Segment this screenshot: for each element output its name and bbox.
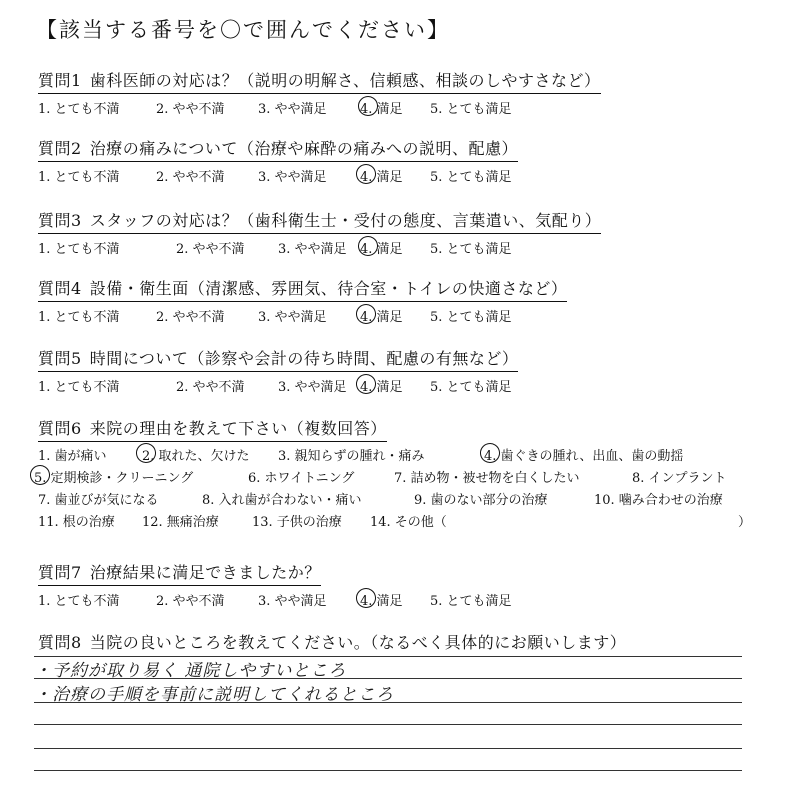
question-text: 治療結果に満足できましたか？	[89, 563, 321, 582]
question-text: 治療の痛みについて（治療や麻酔の痛みへの説明、配慮）	[89, 139, 519, 158]
question-3	[38, 208, 778, 256]
option-2[interactable]: 2. やや不満	[156, 594, 225, 609]
q6-option-11[interactable]: 9. 歯のない部分の治療	[414, 493, 548, 508]
option-2[interactable]: 2. やや不満	[156, 310, 225, 325]
options-row-3	[38, 486, 778, 508]
options-row	[38, 590, 778, 608]
q6-option-13[interactable]: 11. 根の治療	[38, 515, 115, 530]
option-5[interactable]: 5. とても満足	[430, 380, 512, 395]
options-row-2	[34, 464, 778, 486]
question-number: 質問2	[38, 139, 82, 158]
option-1[interactable]: 1. とても不満	[38, 310, 120, 325]
answer-line	[34, 656, 742, 657]
q6-option-6[interactable]: 6. ホワイトニング	[248, 471, 355, 486]
question-7	[38, 560, 778, 608]
q6-option-10[interactable]: 8. 入れ歯が合わない・痛い	[202, 493, 362, 508]
option-5[interactable]: 5. とても満足	[430, 310, 512, 325]
option-5[interactable]: 5. とても満足	[430, 170, 512, 185]
question-number: 質問6	[38, 419, 82, 438]
option-1[interactable]: 1. とても不満	[38, 170, 120, 185]
q6-option-16[interactable]: 14. その他（	[370, 515, 447, 530]
question-title	[38, 68, 601, 94]
question-number: 質問8	[38, 633, 82, 652]
answer-line	[34, 770, 742, 771]
options-row	[38, 238, 778, 256]
question-title	[38, 346, 518, 372]
option-3[interactable]: 3. やや満足	[278, 380, 347, 395]
option-5[interactable]: 5. とても満足	[430, 102, 512, 117]
question-text: 当院の良いところを教えてください。（なるべく具体的にお願いします）	[89, 633, 627, 652]
q6-option-7[interactable]: 7. 詰め物・被せ物を白くしたい	[394, 471, 580, 486]
option-5[interactable]: 5. とても満足	[430, 242, 512, 257]
question-6	[34, 416, 778, 530]
question-number: 質問4	[38, 279, 82, 298]
answer-line	[34, 702, 742, 703]
options-row	[38, 376, 778, 394]
q6-other-close: ）	[738, 515, 752, 530]
option-1[interactable]: 1. とても不満	[38, 380, 120, 395]
question-number: 質問5	[38, 349, 82, 368]
question-title	[38, 416, 387, 442]
q6-option-2[interactable]: 2. 取れた、欠けた	[142, 449, 250, 464]
q6-option-1[interactable]: 1. 歯が痛い	[38, 449, 107, 464]
option-5[interactable]: 5. とても満足	[430, 594, 512, 609]
question-text: 来院の理由を教えて下さい（複数回答）	[89, 419, 387, 438]
options-row	[38, 306, 778, 324]
answer-line	[34, 724, 742, 725]
question-title	[38, 560, 321, 586]
options-row	[38, 166, 778, 184]
option-2[interactable]: 2. やや不満	[176, 380, 245, 395]
option-3[interactable]: 3. やや満足	[258, 102, 327, 117]
option-3[interactable]: 3. やや満足	[258, 594, 327, 609]
option-2[interactable]: 2. やや不満	[156, 170, 225, 185]
question-title	[38, 136, 518, 162]
question-title	[38, 630, 778, 653]
question-title	[38, 276, 567, 302]
option-3[interactable]: 3. やや満足	[278, 242, 347, 257]
options-row-1	[38, 442, 778, 464]
option-3[interactable]: 3. やや満足	[258, 170, 327, 185]
q6-option-5[interactable]: 5. 定期検診・クリーニング	[34, 471, 194, 486]
q6-option-3[interactable]: 3. 親知らずの腫れ・痛み	[278, 449, 425, 464]
option-3[interactable]: 3. やや満足	[258, 310, 327, 325]
option-4[interactable]: 4. 満足	[360, 242, 403, 257]
q6-option-15[interactable]: 13. 子供の治療	[252, 515, 342, 530]
q6-option-9[interactable]: 7. 歯並びが気になる	[38, 493, 159, 508]
question-text: 時間について（診察や会計の待ち時間、配慮の有無など）	[89, 349, 519, 368]
option-4[interactable]: 4. 満足	[360, 380, 403, 395]
question-1	[38, 68, 778, 116]
q6-option-8[interactable]: 8. インプラント	[632, 471, 727, 486]
question-5	[38, 346, 778, 394]
options-row	[38, 98, 778, 116]
option-2[interactable]: 2. やや不満	[176, 242, 245, 257]
answer-line	[34, 748, 742, 749]
option-1[interactable]: 1. とても不満	[38, 242, 120, 257]
option-1[interactable]: 1. とても不満	[38, 102, 120, 117]
q6-option-12[interactable]: 10. 噛み合わせの治療	[594, 493, 723, 508]
question-text: スタッフの対応は？（歯科衛生士・受付の態度、言葉遣い、気配り）	[89, 211, 602, 230]
question-number: 質問3	[38, 211, 82, 230]
q6-option-14[interactable]: 12. 無痛治療	[142, 515, 219, 530]
question-4	[38, 276, 778, 324]
question-8	[38, 630, 778, 653]
question-2	[38, 136, 778, 184]
question-number: 質問7	[38, 563, 82, 582]
option-2[interactable]: 2. やや不満	[156, 102, 225, 117]
question-number: 質問1	[38, 71, 82, 90]
option-4[interactable]: 4. 満足	[360, 594, 403, 609]
question-text: 歯科医師の対応は？（説明の明解さ、信頼感、相談のしやすさなど）	[89, 71, 601, 90]
q6-option-4[interactable]: 4. 歯ぐきの腫れ、出血、歯の動揺	[484, 449, 684, 464]
handwritten-answer-2: ・治療の手順を事前に説明してくれるところ	[34, 685, 394, 705]
handwritten-answer-1: ・予約が取り易く 通院しやすいところ	[34, 661, 347, 681]
option-4[interactable]: 4. 満足	[360, 102, 403, 117]
option-4[interactable]: 4. 満足	[360, 310, 403, 325]
option-4[interactable]: 4. 満足	[360, 170, 403, 185]
option-1[interactable]: 1. とても不満	[38, 594, 120, 609]
answer-line	[34, 678, 742, 679]
question-text: 設備・衛生面（清潔感、雰囲気、待合室・トイレの快適さなど）	[89, 279, 568, 298]
question-title	[38, 208, 601, 234]
options-row-4	[38, 508, 778, 530]
header-instruction: 【該当する番号を〇で囲んでください】	[36, 18, 450, 42]
